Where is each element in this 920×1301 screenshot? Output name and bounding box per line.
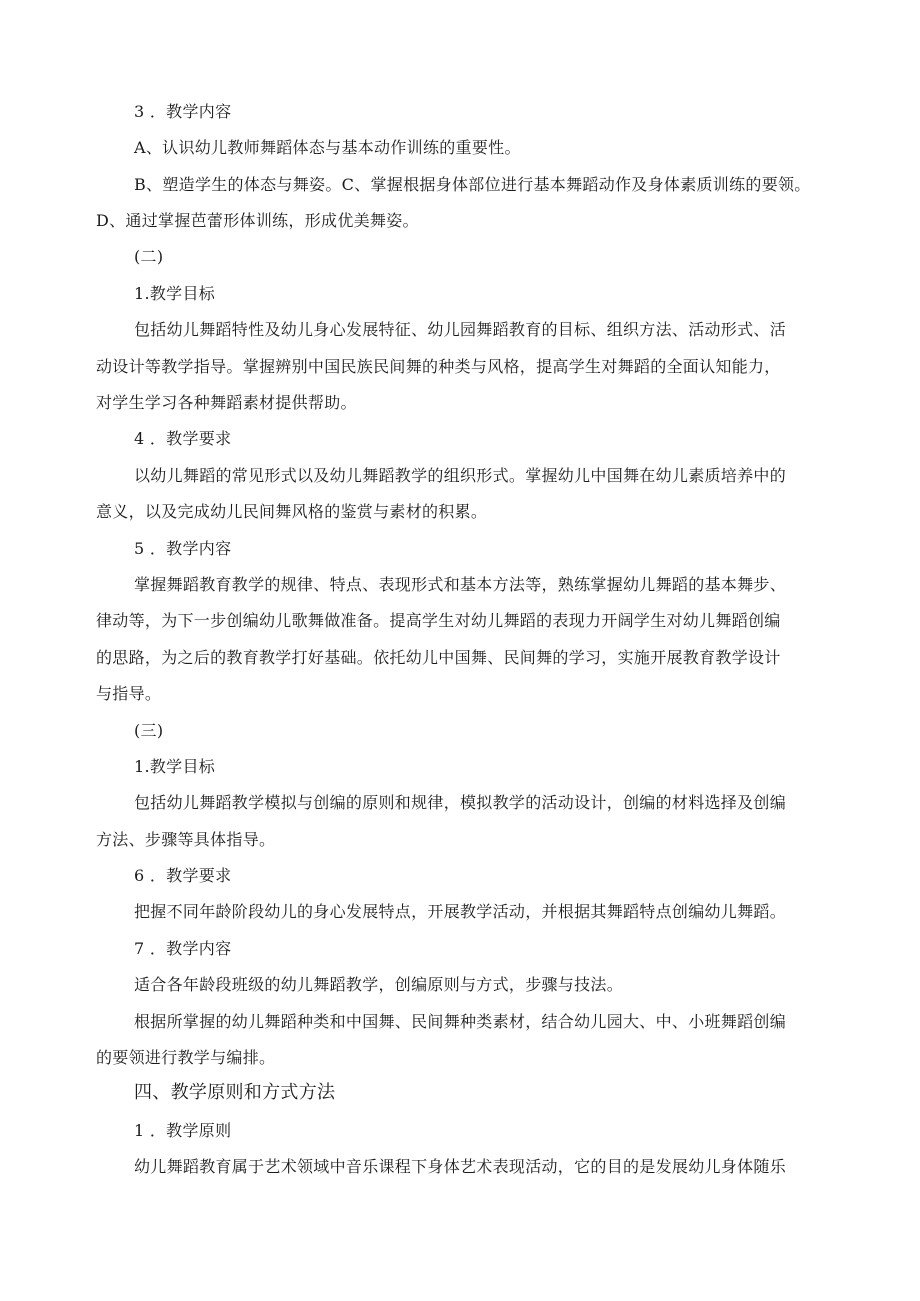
item-heading-5-content: 5 ．教学内容 [134,539,232,558]
paragraph-line: 的思路，为之后的教育教学打好基础。依托幼儿中国舞、民间舞的学习，实施开展教育教学设计 [96,648,781,667]
paragraph-line: 掌握舞蹈教育教学的规律、特点、表现形式和基本方法等，熟练掌握幼儿舞蹈的基本舞步、 [134,575,787,594]
paragraph-line: 幼儿舞蹈教育属于艺术领域中音乐课程下身体艺术表现活动，它的目的是发展幼儿身体随乐 [134,1157,787,1176]
paragraph-line: 方法、步骤等具体指导。 [96,830,276,849]
item-heading-teaching-goal: 1.教学目标 [134,757,216,776]
paragraph-line: 律动等，为下一步创编幼儿歌舞做准备。提高学生对幼儿舞蹈的表现力开阔学生对幼儿舞蹈创编 [96,611,781,630]
paragraph-line: 对学生学习各种舞蹈素材提供帮助。 [96,393,357,412]
item-heading-1-principle: 1 ．教学原则 [134,1121,232,1140]
item-heading-7-content: 7 ．教学内容 [134,939,232,958]
paragraph-line: 动设计等教学指导。掌握辨别中国民族民间舞的种类与风格，提高学生对舞蹈的全面认知能力， [96,357,781,376]
paragraph-line: A、认识幼儿教师舞蹈体态与基本动作训练的重要性。 [134,138,521,157]
paragraph-line: 包括幼儿舞蹈特性及幼儿身心发展特征、幼儿园舞蹈教育的目标、组织方法、活动形式、活 [134,320,787,339]
item-heading-4-requirement: 4 ．教学要求 [134,429,232,448]
paragraph-line: 适合各年龄段班级的幼儿舞蹈教学，创编原则与方式，步骤与技法。 [134,975,624,994]
item-heading-3-content: 3 ．教学内容 [134,102,232,121]
item-heading-teaching-goal: 1.教学目标 [134,284,216,303]
paragraph-line: 以幼儿舞蹈的常见形式以及幼儿舞蹈教学的组织形式。掌握幼儿中国舞在幼儿素质培养中的 [134,466,787,485]
item-heading-6-requirement: 6 ．教学要求 [134,866,232,885]
paragraph-line: 把握不同年龄阶段幼儿的身心发展特点，开展教学活动，并根据其舞蹈特点创编幼儿舞蹈。 [134,902,787,921]
paragraph-line: 意义，以及完成幼儿民间舞风格的鉴赏与素材的积累。 [96,502,488,521]
paragraph-line: B、塑造学生的体态与舞姿。C、掌握根据身体部位进行基本舞蹈动作及身体素质训练的要领。 [134,175,811,194]
paragraph-line: 的要领进行教学与编排。 [96,1048,276,1067]
paragraph-line: 与指导。 [96,684,162,703]
paragraph-line: 包括幼儿舞蹈教学模拟与创编的原则和规律，模拟教学的活动设计，创编的材料选择及创编 [134,793,787,812]
section-marker-3: (三) [134,721,164,740]
paragraph-line: 根据所掌握的幼儿舞蹈种类和中国舞、民间舞种类素材，结合幼儿园大、中、小班舞蹈创编 [134,1012,787,1031]
section-marker-2: (二) [134,247,164,266]
paragraph-line: D、通过掌握芭蕾形体训练，形成优美舞姿。 [96,211,419,230]
section-heading-4: 四、教学原则和方式方法 [134,1082,336,1103]
